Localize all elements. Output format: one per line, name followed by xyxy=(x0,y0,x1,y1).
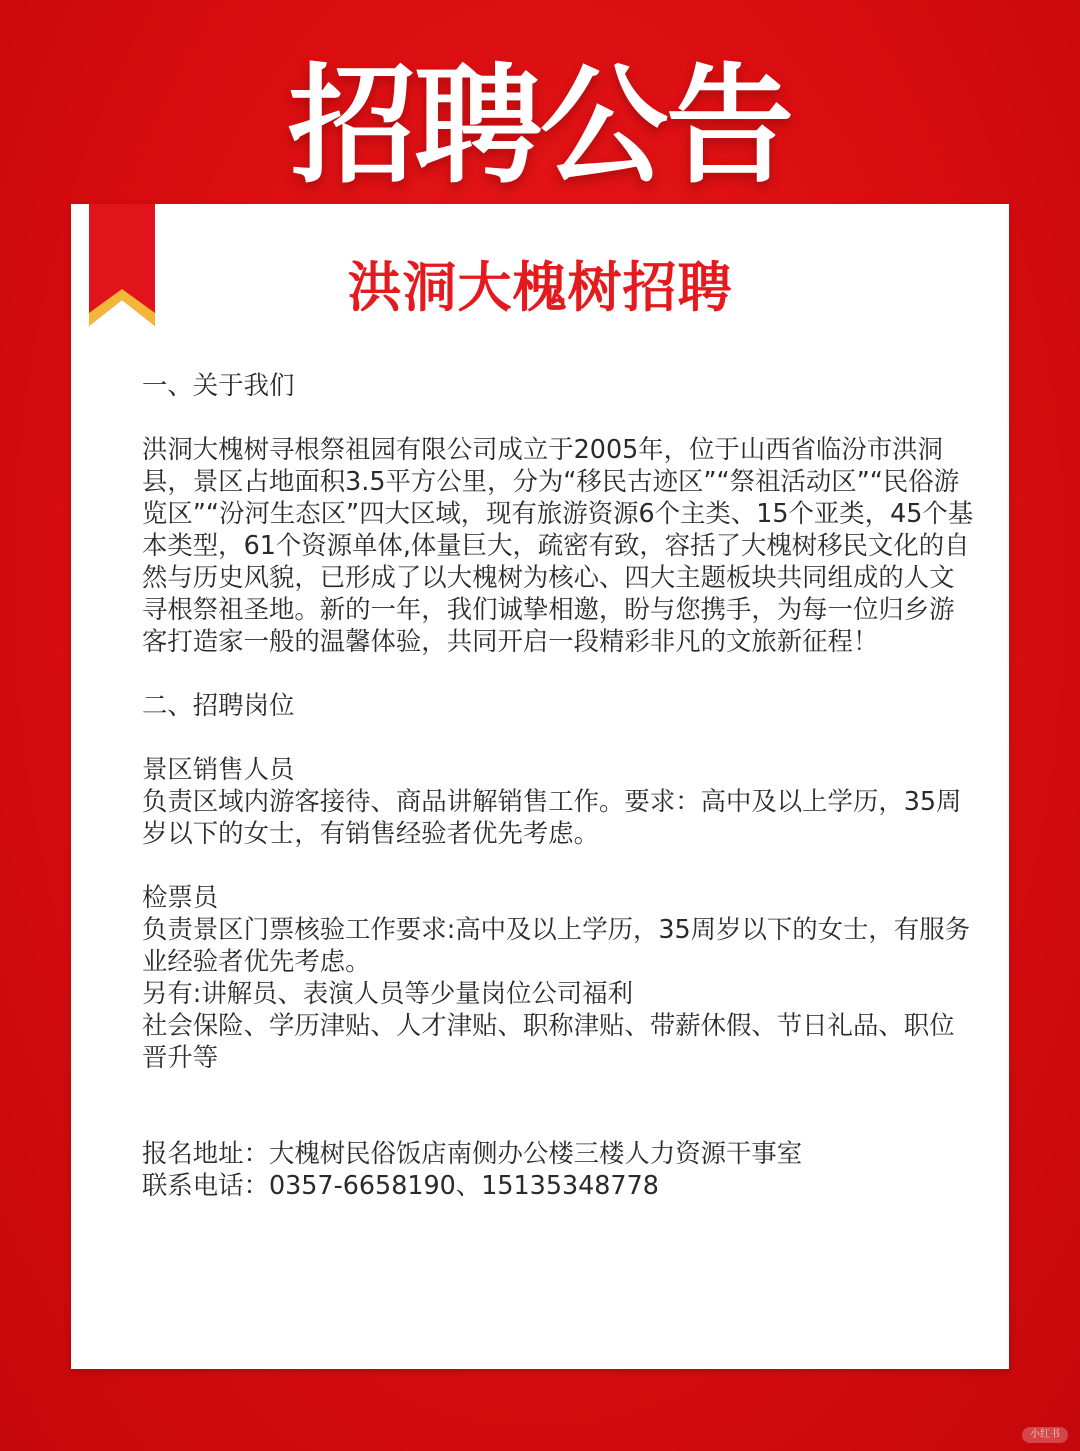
job-description: 负责区域内游客接待、商品讲解销售工作。要求：高中及以上学历，35周岁以下的女士，有销售经验者优先考虑。 xyxy=(142,786,962,848)
job-description: 负责景区门票核验工作要求:高中及以上学历，35周岁以下的女士，有服务业经验者优先考虑。 xyxy=(142,914,970,976)
banner-title: 招聘公告 xyxy=(287,52,792,201)
card-title: 洪洞大槐树招聘 xyxy=(347,256,733,319)
notice-content xyxy=(142,369,977,1201)
contact-phone: 联系电话：0357-6658190、15135348778 xyxy=(142,1170,659,1200)
job-title: 检票员 xyxy=(142,882,219,912)
contact-address: 报名地址：大槐树民俗饭店南侧办公楼三楼人力资源干事室 xyxy=(142,1138,803,1168)
about-heading: 一、关于我们 xyxy=(142,370,295,400)
notice-card xyxy=(71,204,1009,1369)
job-title: 景区销售人员 xyxy=(142,754,295,784)
about-body: 洪洞大槐树寻根祭祖园有限公司成立于2005年，位于山西省临汾市洪洞县，景区占地面积3.5平方公里，分为“移民古迹区”“祭祖活动区”“民俗游览区”“汾河生态区”四大区域，现有旅游资源6个主类、15个亚类，45个基本类型，61个资源单体,体量巨大，疏密有致，容括了大槐树移民文化的自然与历史风貌，已形成了以大槐树为核心、四大主题板块共同组成的人文寻根祭祖圣地。新的一年，我们诚挚相邀，盼与您携手，为每一位归乡游客打造家一般的温馨体验，共同开启一段精彩非凡的文旅新征程！ xyxy=(142,434,974,656)
other-positions: 另有:讲解员、表演人员等少量岗位公司福利 xyxy=(142,978,633,1008)
watermark: 小红书 xyxy=(1022,1427,1068,1443)
benefits-list: 社会保险、学历津贴、人才津贴、职称津贴、带薪休假、节日礼品、职位晋升等 xyxy=(142,1010,955,1072)
positions-heading: 二、招聘岗位 xyxy=(142,690,295,720)
